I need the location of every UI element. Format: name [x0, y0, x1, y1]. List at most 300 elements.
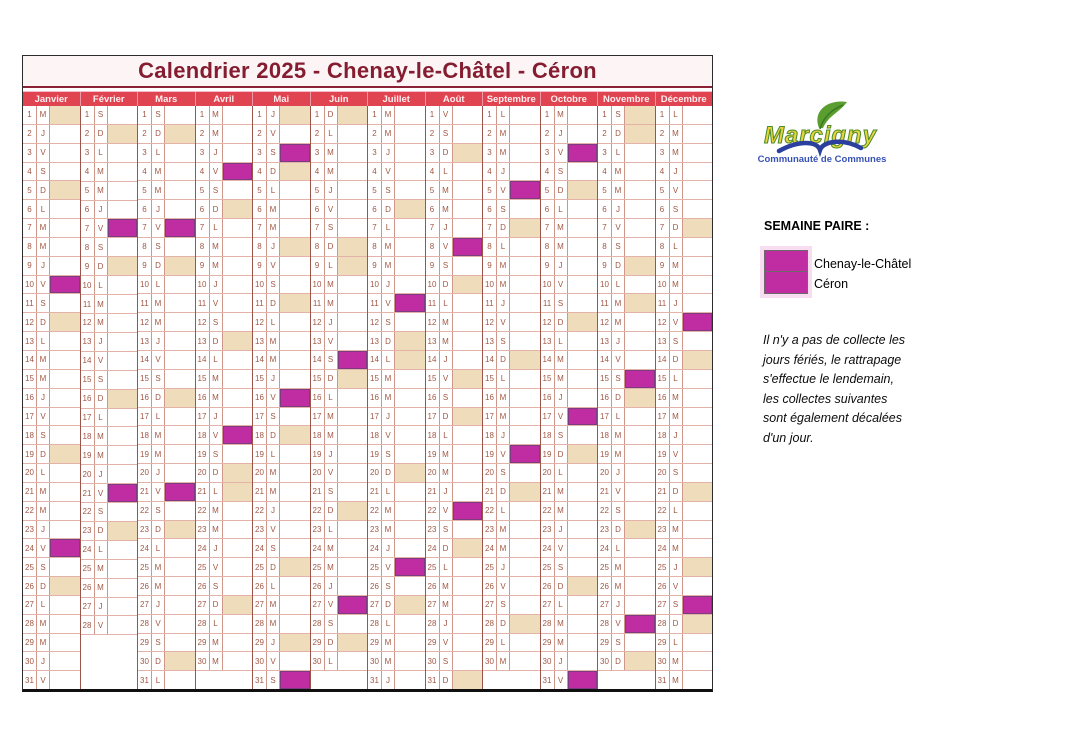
- day-letter: M: [152, 577, 165, 595]
- day-number: 30: [541, 652, 555, 670]
- day-letter: L: [325, 125, 338, 143]
- day-cell: [338, 483, 368, 501]
- day-letter: S: [210, 577, 223, 595]
- month-header: Novembre: [597, 92, 655, 106]
- day-row: [81, 314, 138, 333]
- day-number: 24: [253, 539, 267, 557]
- day-letter: S: [612, 634, 625, 652]
- collection-day-cell: [165, 483, 195, 501]
- day-number: 21: [81, 484, 95, 502]
- day-letter: S: [210, 445, 223, 463]
- day-row: [368, 539, 425, 558]
- day-cell: [280, 615, 310, 633]
- offday-cell: [223, 596, 253, 614]
- day-letter: M: [325, 276, 338, 294]
- day-row: [368, 558, 425, 577]
- day-row: [311, 652, 368, 671]
- day-letter: V: [612, 351, 625, 369]
- day-letter: S: [267, 671, 280, 689]
- day-letter: L: [382, 351, 395, 369]
- day-number: 27: [368, 596, 382, 614]
- day-row: [541, 332, 598, 351]
- day-row: [196, 426, 253, 445]
- day-cell: [568, 294, 598, 312]
- day-row: [368, 521, 425, 540]
- day-row: [368, 276, 425, 295]
- day-row: [138, 464, 195, 483]
- day-row: [23, 521, 80, 540]
- day-row: [23, 408, 80, 427]
- day-cell: [625, 596, 655, 614]
- day-letter: J: [555, 257, 568, 275]
- day-cell: [395, 238, 425, 256]
- day-number: 22: [541, 502, 555, 520]
- day-row: [138, 238, 195, 257]
- day-letter: M: [440, 332, 453, 350]
- offday-cell: [510, 219, 540, 237]
- day-letter: S: [325, 219, 338, 237]
- day-number: 2: [656, 125, 670, 143]
- day-row: [23, 539, 80, 558]
- day-cell: [338, 163, 368, 181]
- day-row: [483, 332, 540, 351]
- day-number: 31: [368, 671, 382, 689]
- day-row: [311, 634, 368, 653]
- day-number: 2: [138, 125, 152, 143]
- note-line: sont également décalées: [763, 411, 902, 425]
- day-row: [656, 558, 713, 577]
- day-cell: [280, 276, 310, 294]
- day-cell: [625, 200, 655, 218]
- collection-day-cell: [338, 351, 368, 369]
- day-row: [81, 352, 138, 371]
- day-row: [138, 181, 195, 200]
- day-letter: V: [267, 257, 280, 275]
- day-row: [541, 426, 598, 445]
- day-row: [23, 106, 80, 125]
- offday-cell: [280, 426, 310, 444]
- day-cell: [165, 615, 195, 633]
- day-number: 7: [23, 219, 37, 237]
- day-cell: [50, 558, 80, 576]
- day-letter: J: [325, 181, 338, 199]
- day-row: [196, 238, 253, 257]
- day-row: [196, 577, 253, 596]
- day-cell: [510, 200, 540, 218]
- day-row: [196, 181, 253, 200]
- day-number: 23: [598, 521, 612, 539]
- day-cell: [165, 332, 195, 350]
- day-cell: [568, 502, 598, 520]
- day-letter: S: [267, 144, 280, 162]
- day-row: [598, 106, 655, 125]
- day-cell: [165, 351, 195, 369]
- day-number: 4: [81, 163, 95, 181]
- day-letter: M: [382, 521, 395, 539]
- day-letter: S: [497, 464, 510, 482]
- offday-cell: [223, 332, 253, 350]
- day-row: [196, 313, 253, 332]
- day-letter: L: [152, 408, 165, 426]
- day-row: [81, 409, 138, 428]
- day-row: [656, 294, 713, 313]
- day-letter: V: [670, 577, 683, 595]
- day-number: 10: [311, 276, 325, 294]
- day-cell: [50, 332, 80, 350]
- day-row: [253, 539, 310, 558]
- day-number: 22: [196, 502, 210, 520]
- day-cell: [683, 464, 713, 482]
- day-number: 11: [253, 294, 267, 312]
- day-letter: M: [440, 464, 453, 482]
- day-letter: J: [612, 332, 625, 350]
- day-letter: J: [210, 539, 223, 557]
- day-letter: S: [325, 351, 338, 369]
- day-cell: [683, 163, 713, 181]
- day-cell: [568, 219, 598, 237]
- day-cell: [338, 464, 368, 482]
- day-cell: [108, 295, 138, 313]
- day-number: 26: [656, 577, 670, 595]
- day-row: [426, 577, 483, 596]
- day-row: [541, 370, 598, 389]
- day-number: 9: [483, 257, 497, 275]
- day-letter: L: [497, 106, 510, 124]
- day-row: [598, 125, 655, 144]
- day-cell: [568, 257, 598, 275]
- day-row: [541, 445, 598, 464]
- day-cell: [223, 181, 253, 199]
- day-row: [138, 144, 195, 163]
- day-row: [598, 294, 655, 313]
- day-letter: S: [95, 106, 108, 124]
- day-row: [541, 408, 598, 427]
- day-letter: J: [210, 144, 223, 162]
- collection-day-cell: [568, 408, 598, 426]
- day-letter: L: [670, 634, 683, 652]
- day-letter: S: [440, 257, 453, 275]
- day-number: 3: [541, 144, 555, 162]
- day-letter: M: [152, 426, 165, 444]
- day-number: 7: [138, 219, 152, 237]
- day-row: [368, 106, 425, 125]
- month-header: Mars: [137, 92, 195, 106]
- day-number: 7: [196, 219, 210, 237]
- offday-cell: [510, 615, 540, 633]
- legend-swatch-ceron: [765, 272, 807, 293]
- day-number: 22: [483, 502, 497, 520]
- day-letter: M: [210, 238, 223, 256]
- day-letter: M: [497, 389, 510, 407]
- day-letter: D: [210, 464, 223, 482]
- day-row: [311, 615, 368, 634]
- day-letter: M: [210, 370, 223, 388]
- day-row: [368, 502, 425, 521]
- day-cell: [223, 370, 253, 388]
- day-row: [426, 163, 483, 182]
- day-letter: V: [210, 558, 223, 576]
- day-cell: [453, 426, 483, 444]
- day-cell: [568, 652, 598, 670]
- day-number: 22: [426, 502, 440, 520]
- day-row: [656, 276, 713, 295]
- day-cell: [338, 408, 368, 426]
- day-row: [483, 521, 540, 540]
- day-number: 13: [81, 333, 95, 351]
- day-cell: [108, 598, 138, 616]
- day-letter: J: [37, 389, 50, 407]
- day-letter: L: [325, 257, 338, 275]
- day-row: [483, 502, 540, 521]
- day-row: [541, 144, 598, 163]
- day-row: [253, 200, 310, 219]
- day-number: 1: [541, 106, 555, 124]
- day-row: [23, 332, 80, 351]
- day-row: [253, 370, 310, 389]
- day-number: 29: [426, 634, 440, 652]
- day-letter: M: [95, 560, 108, 578]
- day-row: [196, 294, 253, 313]
- day-number: 13: [483, 332, 497, 350]
- day-cell: [683, 144, 713, 162]
- day-row: [311, 200, 368, 219]
- day-row: [426, 294, 483, 313]
- day-cell: [108, 163, 138, 181]
- legend-item-label: Chenay-le-Châtel: [814, 257, 912, 271]
- day-number: 15: [23, 370, 37, 388]
- day-number: 31: [138, 671, 152, 689]
- day-row: [541, 238, 598, 257]
- day-row: [598, 426, 655, 445]
- day-letter: M: [382, 389, 395, 407]
- day-row: [81, 427, 138, 446]
- day-row: [656, 163, 713, 182]
- day-letter: M: [612, 558, 625, 576]
- month-header: Juin: [310, 92, 368, 106]
- month-header: Avril: [195, 92, 253, 106]
- offday-cell: [165, 521, 195, 539]
- day-row: [23, 125, 80, 144]
- day-number: 18: [81, 427, 95, 445]
- day-letter: D: [382, 332, 395, 350]
- day-letter: M: [555, 219, 568, 237]
- day-letter: L: [670, 502, 683, 520]
- day-cell: [510, 502, 540, 520]
- day-number: 21: [311, 483, 325, 501]
- day-cell: [50, 634, 80, 652]
- day-letter: M: [95, 446, 108, 464]
- day-row: [196, 539, 253, 558]
- day-letter: L: [37, 596, 50, 614]
- day-row: [598, 276, 655, 295]
- day-row: [541, 521, 598, 540]
- day-number: 16: [368, 389, 382, 407]
- day-cell: [223, 521, 253, 539]
- day-number: 1: [656, 106, 670, 124]
- day-number: 24: [541, 539, 555, 557]
- day-number: 19: [483, 445, 497, 463]
- day-number: 11: [311, 294, 325, 312]
- day-number: 30: [196, 652, 210, 670]
- day-letter: M: [382, 370, 395, 388]
- day-cell: [50, 219, 80, 237]
- day-row: [253, 596, 310, 615]
- day-row: [541, 389, 598, 408]
- day-row: [253, 521, 310, 540]
- day-row: [598, 200, 655, 219]
- day-row: [368, 200, 425, 219]
- day-letter: S: [440, 125, 453, 143]
- day-cell: [395, 615, 425, 633]
- day-number: 24: [598, 539, 612, 557]
- day-cell: [568, 615, 598, 633]
- day-row: [426, 634, 483, 653]
- day-letter: J: [382, 539, 395, 557]
- day-cell: [510, 332, 540, 350]
- day-cell: [683, 276, 713, 294]
- day-letter: J: [612, 464, 625, 482]
- day-row: [656, 106, 713, 125]
- day-cell: [50, 200, 80, 218]
- day-letter: V: [382, 558, 395, 576]
- day-number: 28: [426, 615, 440, 633]
- day-letter: V: [382, 163, 395, 181]
- day-number: 20: [656, 464, 670, 482]
- day-number: 13: [598, 332, 612, 350]
- day-number: 14: [253, 351, 267, 369]
- day-cell: [510, 539, 540, 557]
- month-header: Mai: [252, 92, 310, 106]
- day-letter: M: [670, 671, 683, 689]
- day-cell: [568, 163, 598, 181]
- day-row: [311, 125, 368, 144]
- offday-cell: [223, 483, 253, 501]
- day-row: [138, 634, 195, 653]
- day-cell: [165, 370, 195, 388]
- day-number: 30: [253, 652, 267, 670]
- day-row: [598, 445, 655, 464]
- day-row: [368, 445, 425, 464]
- day-number: 24: [196, 539, 210, 557]
- day-row: [426, 615, 483, 634]
- day-number: 16: [426, 389, 440, 407]
- day-letter: S: [382, 445, 395, 463]
- day-number: 26: [196, 577, 210, 595]
- day-letter: S: [37, 558, 50, 576]
- day-letter: S: [555, 163, 568, 181]
- day-letter: D: [210, 596, 223, 614]
- day-row: [483, 351, 540, 370]
- day-cell: [223, 558, 253, 576]
- offday-cell: [280, 238, 310, 256]
- day-row: [311, 408, 368, 427]
- day-row: [23, 615, 80, 634]
- day-number: 6: [253, 200, 267, 218]
- month-header: Août: [425, 92, 483, 106]
- day-row: [81, 579, 138, 598]
- day-letter: M: [440, 577, 453, 595]
- day-row: [311, 144, 368, 163]
- day-row: [81, 390, 138, 409]
- day-row: [656, 238, 713, 257]
- day-number: 16: [311, 389, 325, 407]
- day-row: [656, 219, 713, 238]
- day-row: [253, 332, 310, 351]
- day-letter: M: [37, 502, 50, 520]
- day-letter: S: [325, 615, 338, 633]
- day-letter: M: [95, 427, 108, 445]
- day-letter: S: [670, 200, 683, 218]
- day-cell: [683, 577, 713, 595]
- day-row: [253, 408, 310, 427]
- day-number: 26: [138, 577, 152, 595]
- day-letter: M: [37, 351, 50, 369]
- collection-day-cell: [280, 389, 310, 407]
- day-cell: [625, 351, 655, 369]
- day-row: [253, 671, 310, 689]
- day-letter: M: [555, 351, 568, 369]
- day-row: [23, 596, 80, 615]
- day-cell: [280, 483, 310, 501]
- day-letter: S: [95, 371, 108, 389]
- day-number: 13: [541, 332, 555, 350]
- day-cell: [165, 294, 195, 312]
- day-cell: [280, 577, 310, 595]
- day-cell: [395, 257, 425, 275]
- day-letter: V: [612, 219, 625, 237]
- day-letter: J: [555, 125, 568, 143]
- day-number: 29: [138, 634, 152, 652]
- day-letter: D: [612, 389, 625, 407]
- day-number: 23: [23, 521, 37, 539]
- day-letter: M: [37, 219, 50, 237]
- logo-graphic: [757, 98, 892, 166]
- day-letter: M: [325, 163, 338, 181]
- day-cell: [280, 370, 310, 388]
- day-number: 11: [541, 294, 555, 312]
- day-number: 6: [483, 200, 497, 218]
- day-row: [196, 125, 253, 144]
- day-row: [311, 332, 368, 351]
- day-number: 25: [253, 558, 267, 576]
- day-cell: [223, 294, 253, 312]
- day-letter: V: [555, 671, 568, 689]
- day-cell: [453, 596, 483, 614]
- day-letter: D: [497, 483, 510, 501]
- offday-cell: [50, 313, 80, 331]
- day-row: [81, 163, 138, 182]
- day-row: [311, 502, 368, 521]
- day-cell: [568, 125, 598, 143]
- day-letter: D: [555, 445, 568, 463]
- day-number: 13: [656, 332, 670, 350]
- day-number: 3: [196, 144, 210, 162]
- day-number: 23: [138, 521, 152, 539]
- day-number: 20: [311, 464, 325, 482]
- day-cell: [223, 389, 253, 407]
- offday-cell: [280, 106, 310, 124]
- day-row: [23, 163, 80, 182]
- day-letter: L: [210, 483, 223, 501]
- blank-cell: [196, 671, 253, 689]
- day-row: [598, 408, 655, 427]
- day-cell: [683, 445, 713, 463]
- day-number: 17: [368, 408, 382, 426]
- day-row: [311, 294, 368, 313]
- day-cell: [568, 426, 598, 444]
- day-letter: M: [267, 615, 280, 633]
- day-number: 6: [81, 201, 95, 219]
